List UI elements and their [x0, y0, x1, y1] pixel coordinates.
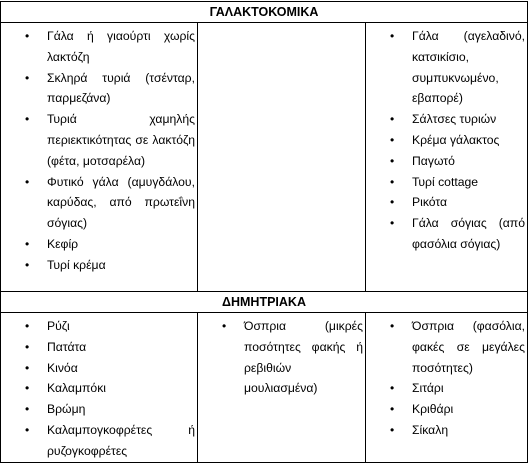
list-item: • Σιτάρι: [366, 378, 525, 399]
list-item: • Ρικότα: [366, 192, 525, 213]
column-allowed: [1, 313, 198, 463]
section-header-row: [1, 292, 528, 313]
list-item: • Καλαμπογκοφρέτες ή ρυζογκοφρέτες: [1, 420, 195, 462]
column-allowed: [1, 23, 198, 292]
list-item: • Κινόα: [1, 358, 195, 379]
list-item: • Κεφίρ: [1, 234, 195, 255]
section-title-grains: ΔΗΜΗΤΡΙΑΚΑ: [1, 292, 528, 313]
item-list: [366, 23, 527, 255]
column-avoid: [366, 313, 528, 463]
list-item: • Γάλα σόγιας (από φασόλια σόγιας): [366, 213, 525, 255]
item-list: [198, 313, 365, 399]
column-limited: [198, 23, 366, 292]
list-item: • Γάλα ή γιαούρτι χωρίς λακτόζη: [1, 26, 195, 68]
column-avoid: [366, 23, 528, 292]
list-item: • Σίκαλη: [366, 420, 525, 441]
list-item: • Όσπρια (φασόλια, φακές σε μεγάλες ποσότητες): [366, 316, 525, 378]
item-list: [1, 313, 197, 462]
column-limited: [198, 313, 366, 463]
list-item: • Κριθάρι: [366, 399, 525, 420]
list-item: • Ρύζι: [1, 316, 195, 337]
section-title-dairy: ΓΑΛΑΚΤΟΚΟΜΙΚΑ: [1, 2, 528, 23]
list-item: • Τυριά χαμηλής περιεκτικότητας σε λακτόζη (φέτα, μοτσαρέλα): [1, 109, 195, 171]
section-content-row: [1, 23, 528, 292]
list-item: • Σκληρά τυριά (τσένταρ, παρμεζάνα): [1, 68, 195, 110]
list-item: • Σάλτσες τυριών: [366, 109, 525, 130]
item-list: [366, 313, 527, 441]
list-item: • Πατάτα: [1, 337, 195, 358]
list-item: • Καλαμπόκι: [1, 378, 195, 399]
list-item: • Όσπρια (μικρές ποσότητες φακής ή ρεβιθιών μουλιασμένα): [198, 316, 363, 399]
item-list: [1, 23, 197, 276]
food-table: [0, 1, 528, 463]
list-item: • Τυρί κρέμα: [1, 255, 195, 276]
list-item: • Κρέμα γάλακτος: [366, 130, 525, 151]
list-item: • Βρώμη: [1, 399, 195, 420]
section-header-row: [1, 2, 528, 23]
list-item: • Παγωτό: [366, 151, 525, 172]
list-item: • Γάλα (αγελαδινό, κατσικίσιο, συμπυκνωμένο, εβαπορέ): [366, 26, 525, 109]
list-item: • Φυτικό γάλα (αμυγδάλου, καρύδας, από πρωτεΐνη σόγιας): [1, 172, 195, 234]
list-item: • Τυρί cottage: [366, 172, 525, 193]
section-content-row: [1, 313, 528, 463]
